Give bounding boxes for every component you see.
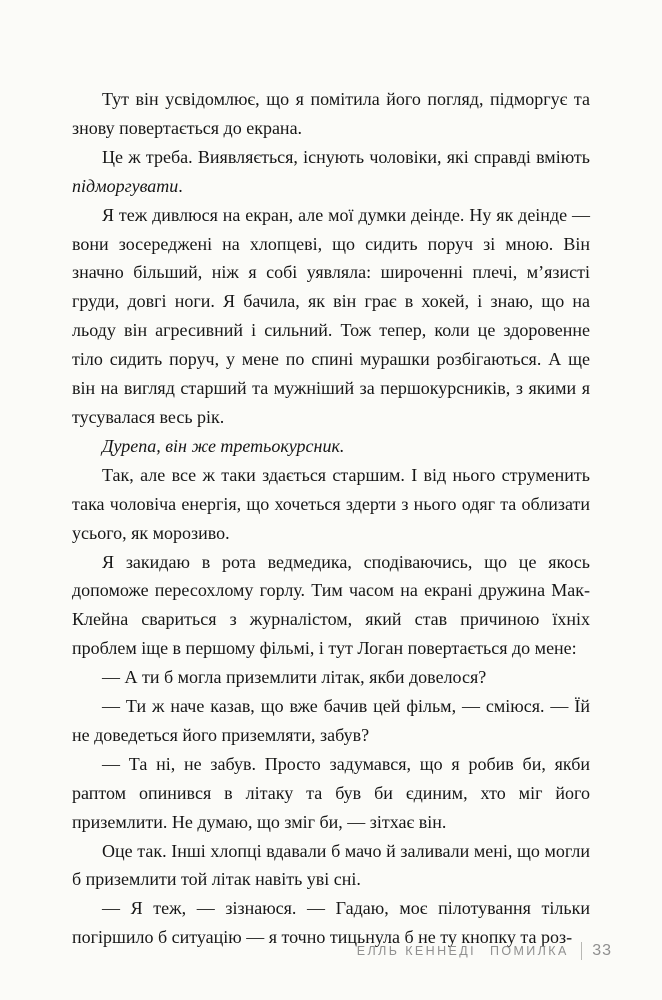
paragraph-run: Оце так. Інші хлопці вдавали б мачо й заливали мені, що могли б приземлити той літак навіть уві сні. (72, 840, 590, 890)
paragraph-run: Так, але все ж таки здається старшим. І від нього струменить така чоловіча енергія, що хочеться здерти з нього одяг та облизати усього, як морозиво. (72, 464, 590, 543)
paragraph (72, 692, 590, 750)
paragraph-run: . (178, 175, 183, 196)
paragraph (72, 461, 590, 548)
paragraph-run: Це ж треба. Виявляється, існують чоловіки, які справді вміють (102, 146, 590, 167)
paragraph-run: Я теж дивлюся на екран, але мої думки деінде. Ну як деінде — вони зосереджені на хлопцеві, що сидить поруч зі мною. Він значно більший, ніж я собі уявляла: широченні плечі, м’язисті груди, довгі ноги. Я бачила, як він грає в хокей, і знаю, що на льоду він агресивний і сильний. Тож тепер, коли це здоровенне тіло сидить поруч, у мене по спині мурашки розбігаються. А ще він на вигляд старший та мужніший за першокурсників, з якими я тусувалася весь рік. (72, 204, 590, 427)
paragraph (72, 663, 590, 692)
footer-divider (581, 942, 583, 960)
paragraph (72, 548, 590, 664)
paragraph (72, 143, 590, 201)
paragraph (72, 201, 590, 432)
paragraph-run-italic: Дурепа, він же третьокурсник. (102, 435, 345, 456)
paragraph-run: Тут він усвідомлює, що я помітила його погляд, підморгує та знову повертається до екрана. (72, 89, 590, 138)
page-text (72, 85, 590, 952)
page-number: 33 (592, 942, 612, 959)
paragraph (72, 837, 590, 895)
paragraph (72, 85, 590, 143)
running-header-title: ПОМИЛКА (489, 944, 569, 958)
running-header-author: ЕЛЛЬ КЕННЕДІ (356, 944, 476, 958)
paragraph-run: — Я теж, — зізнаюся. — Гадаю, моє пілотування тільки погіршило б ситуацію — я точно тицьнула б не ту кнопку та роз- (72, 898, 590, 948)
paragraph-run: — А ти б могла приземлити літак, якби довелося? (102, 667, 487, 688)
paragraph-run-italic: підморгувати (72, 175, 179, 196)
paragraph-run: Я закидаю в рота ведмедика, сподіваючись, що це якось допоможе пересохлому горлу. Тим часом на екрані дружина Мак-Клейна свариться з журналістом, який став причиною їхніх проблем іще в першому фільмі, і тут Логан повертається до мене: (72, 551, 590, 659)
page-footer (357, 942, 612, 960)
paragraph-run: — Та ні, не забув. Просто задумався, що я робив би, якби раптом опинився в літаку та був би єдиним, хто міг його приземлити. Не думаю, що зміг би, — зітхає він. (72, 753, 590, 832)
paragraph-run: — Ти ж наче казав, що вже бачив цей фільм, — сміюся. — Їй не доведеться його приземляти, забув? (72, 696, 590, 745)
paragraph (72, 432, 590, 461)
paragraph (72, 750, 590, 837)
